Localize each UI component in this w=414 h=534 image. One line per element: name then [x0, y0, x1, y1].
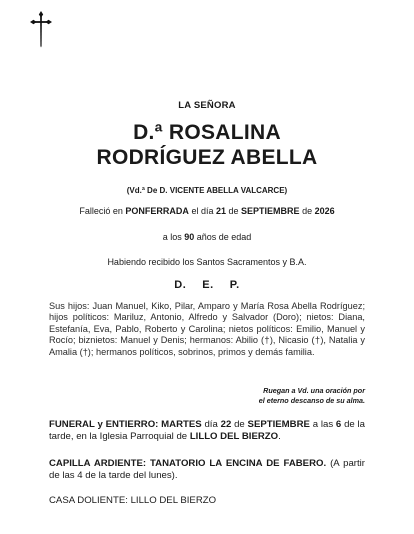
death-place: PONFERRADA — [125, 206, 189, 216]
cross-icon — [26, 10, 56, 48]
deceased-name-first: D.ª ROSALINA — [133, 121, 281, 144]
house-value: LILLO DEL BIERZO — [130, 495, 217, 506]
funeral-info: FUNERAL y ENTIERRO: MARTES día 22 de SEPTIEMBRE a las 6 de la tarde, en la Iglesia Parroquial de LILLO DEL BIERZO. — [49, 419, 365, 443]
death-day: 21 — [215, 206, 226, 216]
chapel-label: CAPILLA ARDIENTE: — [49, 458, 147, 469]
funeral-place: LILLO DEL BIERZO — [189, 431, 279, 443]
widow-note: (Vd.ª De D. VICENTE ABELLA VALCARCE) — [126, 186, 288, 195]
chapel-place: TANATORIO LA ENCINA DE FABERO. — [150, 458, 327, 469]
chapel-info: CAPILLA ARDIENTE: TANATORIO LA ENCINA DE FABERO. (A partir de las 4 de la tarde del lunes). — [49, 458, 365, 482]
deceased-name-last: RODRÍGUEZ ABELLA — [96, 146, 318, 169]
house-label: CASA DOLIENTE: — [49, 495, 128, 506]
dep-heading: D. E. P. — [174, 279, 240, 291]
age-line: a los 90 años de edad — [162, 232, 252, 242]
death-line: Falleció en PONFERRADA el día 21 de SEPTIEMBRE de 2026 — [79, 206, 335, 216]
funeral-label: FUNERAL y ENTIERRO: — [49, 419, 159, 430]
sacraments-line: Habiendo recibido los Santos Sacramentos y B.A. — [107, 257, 307, 267]
death-month: SEPTIEMBRE — [241, 206, 300, 216]
family-paragraph: Sus hijos: Juan Manuel, Kiko, Pilar, Amparo y María Rosa Abella Rodríguez; hijos políticos: Mariluz, Antonio, Alfredo y Salvador (Doro); nietos: Diana, Estefanía, Eva, Pablo, Roberto y Carolina; nietos políticos: Emilio, Manuel y Rocío; biznietos: Manuel y Denis; hermanos: Abilio (†), Nicasio (†), Natalia y Amalia (†); hermanos políticos, sobrinos, primos y demás familia. — [49, 301, 365, 357]
intro-text: LA SEÑORA — [178, 100, 236, 111]
death-year: 2026 — [314, 206, 335, 216]
house-info — [49, 495, 365, 507]
prayer-request: Ruegan a Vd. una oración por el eterno descanso de su alma. — [258, 386, 365, 405]
age-years: 90 — [184, 232, 195, 242]
